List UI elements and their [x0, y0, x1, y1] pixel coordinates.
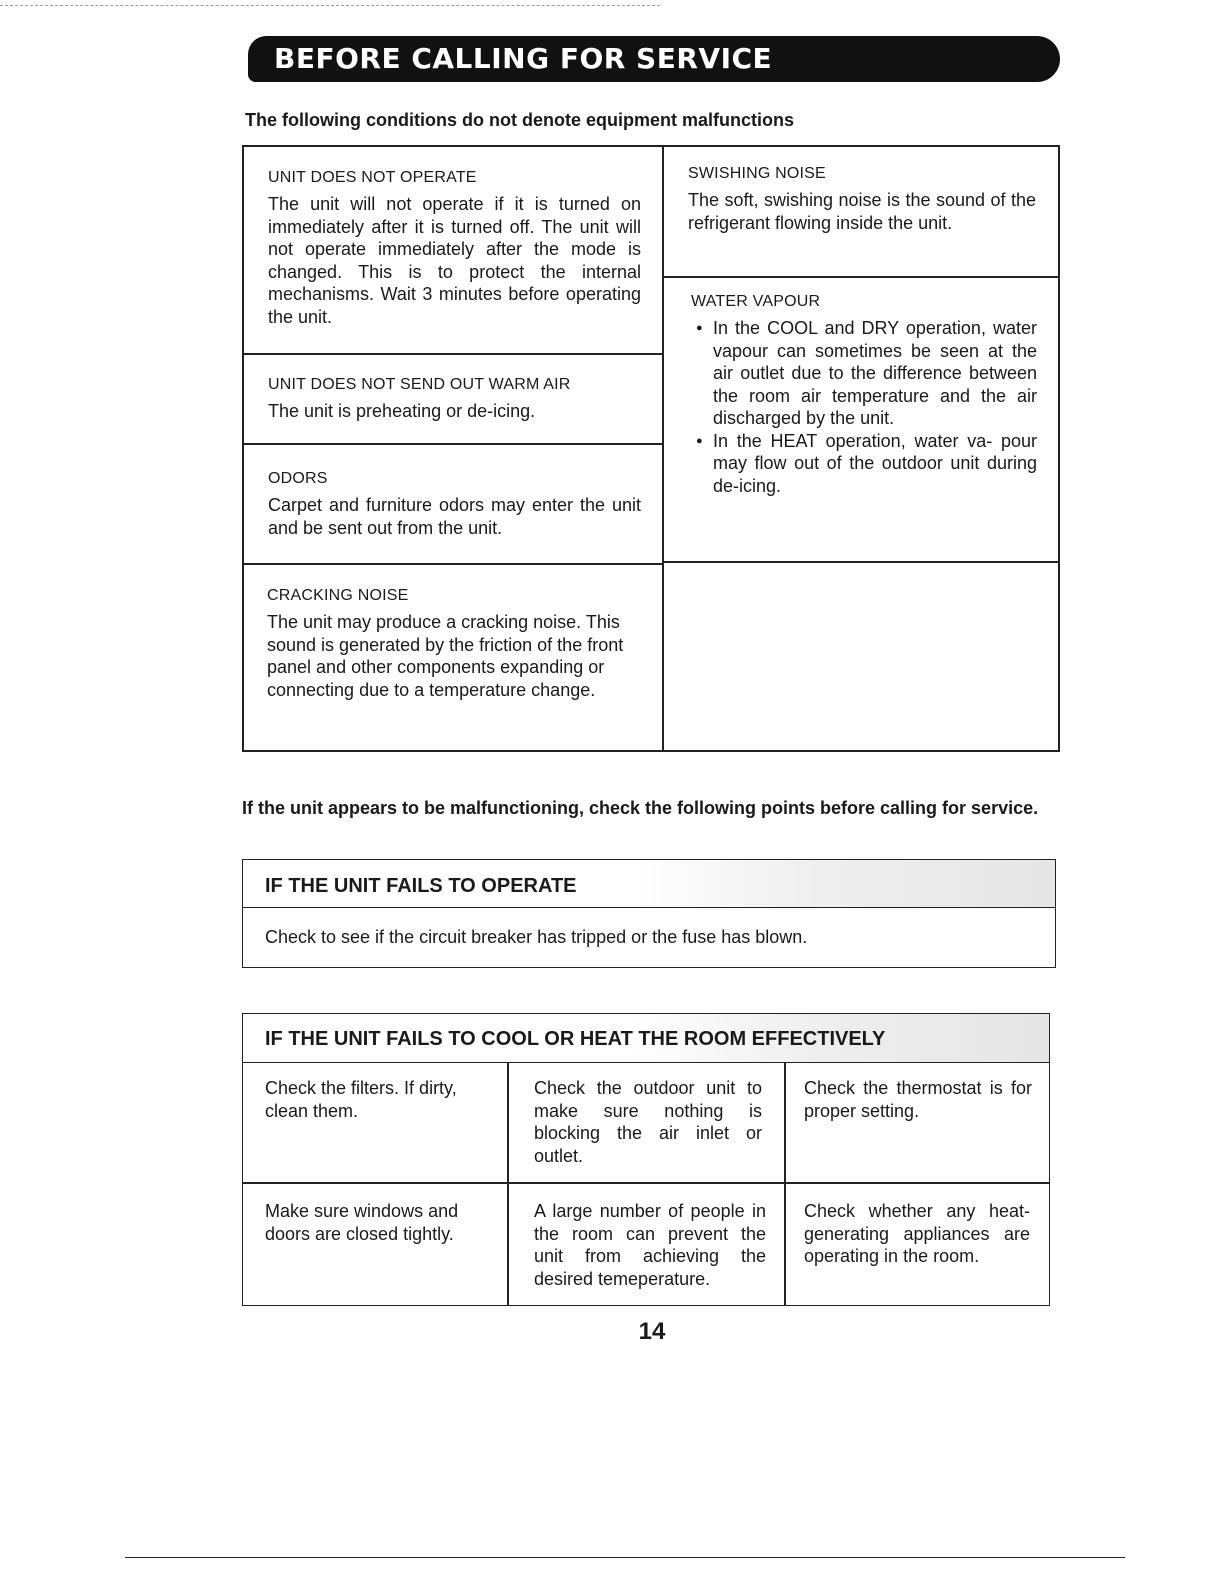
section-title: IF THE UNIT FAILS TO COOL OR HEAT THE ROOM EFFECTIVELY	[265, 1028, 886, 1050]
page-title: BEFORE CALLING FOR SERVICE	[274, 42, 773, 75]
fails-to-operate-header	[243, 860, 1055, 908]
condition-title: UNIT DOES NOT OPERATE	[268, 169, 477, 186]
condition-title: UNIT DOES NOT SEND OUT WARM AIR	[268, 376, 571, 393]
table-divider-left-2	[242, 443, 663, 445]
intro-text: The following conditions do not denote equipment malfunctions	[245, 110, 794, 130]
table-divider-center	[662, 145, 664, 752]
table-divider-left-3	[242, 563, 663, 565]
fails-to-operate-text: Check to see if the circuit breaker has tripped or the fuse has blown.	[265, 927, 808, 947]
condition-text: The soft, swishing noise is the sound of the refrigerant flowing inside the unit.	[688, 190, 1036, 233]
top-rule	[0, 5, 660, 6]
fails-to-cool-header	[243, 1014, 1049, 1063]
condition-water-vapour	[691, 293, 1037, 497]
condition-text: The unit may produce a cracking noise. This sound is generated by the friction of the front panel and other components expanding or connecting due to a temperature change.	[267, 612, 624, 700]
table-divider-right-2	[662, 561, 1060, 563]
tip-check-thermostat: Check the thermostat is for proper setting.	[804, 1078, 1032, 1121]
condition-title: ODORS	[268, 470, 328, 487]
tip-heat-appliances: Check whether any heat-generating appliances are operating in the room.	[804, 1201, 1030, 1266]
fails-to-cool-box	[242, 1013, 1050, 1306]
bottom-rule	[125, 1557, 1125, 1558]
list-item: ● In the COOL and DRY operation, water vapour can sometimes be seen at the air outlet due to the difference between the room air temperature and the air discharged by the unit.	[691, 317, 1037, 430]
condition-unit-does-not-operate	[268, 169, 641, 328]
table-border-right	[1058, 145, 1060, 752]
tip-check-outdoor-unit: Check the outdoor unit to make sure nothing is blocking the air inlet or outlet.	[534, 1078, 762, 1166]
check-heading: If the unit appears to be malfunctioning, check the following points before calling for service.	[242, 798, 1039, 818]
condition-no-warm-air	[268, 376, 641, 423]
list-item: ● In the HEAT operation, water va- pour may flow out of the outdoor unit during de-icing.	[691, 430, 1037, 498]
condition-swishing-noise	[688, 165, 1036, 234]
conditions-table	[242, 145, 1060, 752]
tip-many-people: A large number of people in the room can prevent the unit from achieving the desired temeperature.	[534, 1201, 766, 1289]
grid-divider-vertical-2	[784, 1062, 786, 1305]
bullet-list	[691, 317, 1037, 497]
table-divider-right-1	[662, 276, 1060, 278]
condition-cracking-noise	[267, 587, 640, 701]
table-divider-left-1	[242, 353, 663, 355]
grid-divider-horizontal	[243, 1182, 1049, 1184]
section-title: IF THE UNIT FAILS TO OPERATE	[265, 875, 577, 897]
fails-to-operate-box	[242, 859, 1056, 968]
condition-text: Carpet and furniture odors may enter the unit and be sent out from the unit.	[268, 495, 641, 538]
table-border-bottom	[242, 750, 1060, 752]
grid-divider-vertical-1	[507, 1062, 509, 1305]
condition-title: SWISHING NOISE	[688, 165, 826, 182]
page-number: 14	[638, 1318, 666, 1345]
condition-title: CRACKING NOISE	[267, 587, 409, 604]
tip-close-windows: Make sure windows and doors are closed tightly.	[265, 1201, 459, 1244]
table-border-top	[242, 145, 1060, 147]
tip-check-filters: Check the filters. If dirty, clean them.	[265, 1078, 457, 1121]
condition-text: The unit will not operate if it is turned on immediately after it is turned off. The unit will not operate immediately after the mode is changed. This is to protect the internal mechanisms. Wait 3 minutes before operating the unit.	[268, 194, 641, 327]
header-banner	[248, 36, 1060, 82]
table-border-left	[242, 145, 244, 752]
condition-title: WATER VAPOUR	[691, 293, 821, 310]
condition-odors	[268, 470, 641, 539]
condition-text: The unit is preheating or de-icing.	[268, 401, 536, 421]
